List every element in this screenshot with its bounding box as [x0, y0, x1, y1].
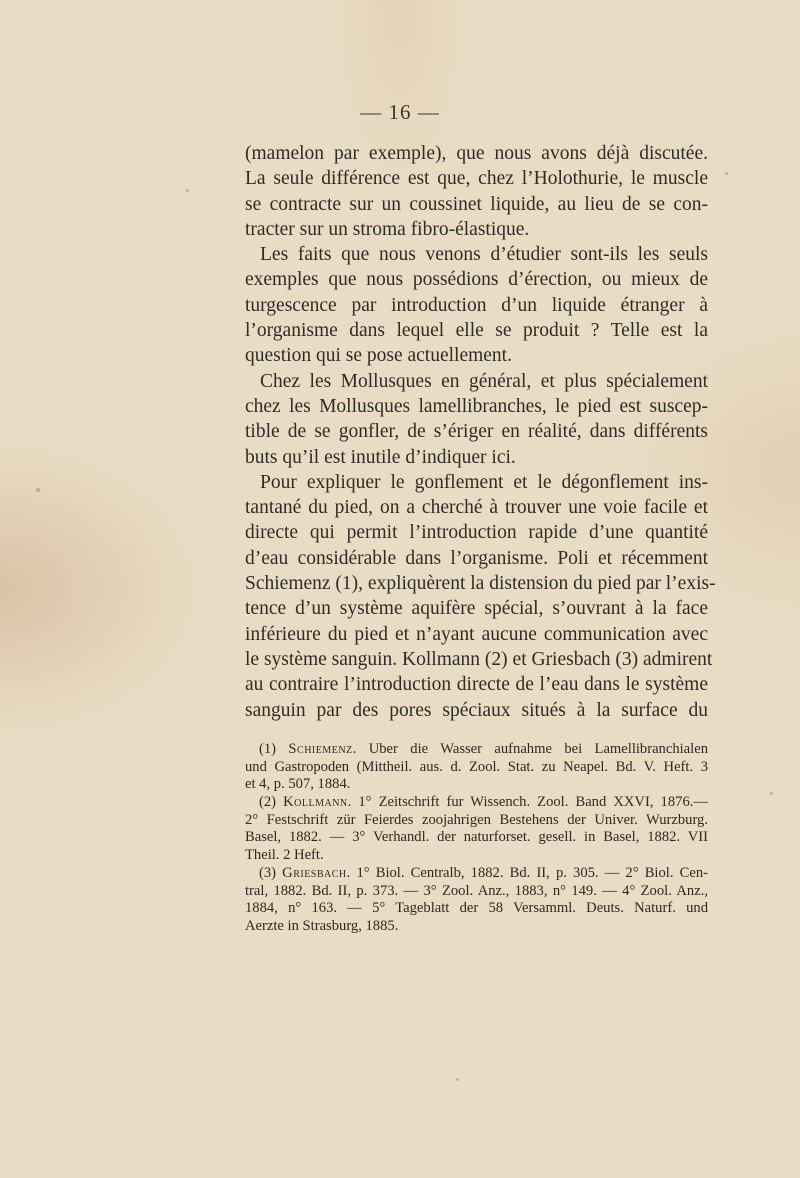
footnote-text: . 1° Zeitschrift fur Wissench. Zool. Band XXVI, 1876.—	[347, 794, 708, 811]
text-line: l’organisme dans lequel elle se produit ? Telle est la	[245, 320, 708, 342]
footnote-line: und Gastropoden (Mittheil. aus. d. Zool. Stat. zu Neapel. Bd. V. Heft. 3	[245, 758, 708, 775]
text-line: Chez les Mollusques en général, et plus spécialement	[260, 370, 708, 392]
footnote-text: . Uber die Wasser aufnahme bei Lamellibranchialen	[352, 741, 708, 757]
text-line: (mamelon par exemple), que nous avons déjà discutée.	[245, 143, 708, 164]
text-line: chez les Mollusques lamellibranches, le pied est suscep-	[245, 395, 708, 417]
paper-speck	[725, 172, 728, 175]
text-line: se contracte sur un coussinet liquide, au lieu de se con-	[245, 193, 708, 215]
footnote-1	[245, 741, 708, 794]
footnote-author: Schiemenz	[288, 741, 353, 757]
text-line: Schiemenz (1), expliquèrent la distension du pied par l’exis-	[245, 573, 716, 595]
footnote-author: Kollmann	[283, 794, 348, 811]
footnote-text: . 1° Biol. Centralb, 1882. Bd. II, p. 305. — 2° Biol. Cen-	[346, 864, 708, 881]
paper-speck	[456, 1078, 459, 1081]
text-line: tible de se gonfler, de s’ériger en réalité, dans différents	[245, 421, 708, 443]
paper-speck	[770, 792, 773, 795]
footnote-line	[245, 741, 708, 759]
main-text	[245, 141, 716, 723]
paper-speck	[36, 488, 40, 492]
footnote-line: Basel, 1882. — 3° Verhandl. der naturforset. gesell. in Basel, 1882. VII	[245, 829, 708, 846]
text-line: sanguin par des pores spéciaux situés à la surface du	[245, 699, 708, 721]
footnote-2	[245, 794, 708, 865]
page-number: — 16 —	[360, 100, 440, 124]
text-line: le système sanguin. Kollmann (2) et Griesbach (3) admirent	[245, 648, 713, 670]
footnote-line: 1884, n° 163. — 5° Tageblatt der 58 Versamml. Deuts. Naturf. und	[245, 900, 708, 917]
text-line: directe qui permit l’introduction rapide d’une quantité	[245, 522, 708, 544]
footnote-line	[245, 794, 708, 812]
text-line: au contraire l’introduction directe de l’eau dans le système	[245, 674, 708, 696]
text-line: turgescence par introduction d’un liquide étranger à	[245, 294, 708, 316]
text-line: question qui se pose actuellement.	[245, 345, 512, 367]
footnote-line: et 4, p. 507, 1884.	[245, 776, 351, 793]
footnote-line: 2° Festschrift zür Feierdes zoojahrigen Bestehens der Univer. Wurzburg.	[245, 811, 708, 828]
footnote-marker: (1)	[259, 741, 289, 757]
footnote-line: Theil. 2 Heft.	[245, 847, 324, 864]
text-line: inférieure du pied et n’ayant aucune communication avec	[245, 623, 708, 645]
footnote-marker: (2)	[259, 794, 284, 811]
text-line: d’eau considérable dans l’organisme. Poli et récemment	[245, 547, 708, 569]
footnote-author: Griesbach	[282, 864, 347, 881]
footnote-line: tral, 1882. Bd. II, p. 373. — 3° Zool. Anz., 1883, n° 149. — 4° Zool. Anz.,	[245, 882, 708, 899]
text-line: Pour expliquer le gonflement et le dégonflement ins-	[260, 471, 708, 493]
footnote-3	[245, 865, 708, 936]
paper-speck	[186, 189, 189, 192]
footnote-line	[245, 865, 708, 883]
text-line: La seule différence est que, chez l’Holothurie, le muscle	[245, 168, 708, 190]
text-line: Les faits que nous venons d’étudier sont-ils les seuls	[260, 244, 708, 266]
footnote-line: Aerzte in Strasburg, 1885.	[245, 917, 399, 934]
text-line: tence d’un système aquifère spécial, s’ouvrant à la face	[245, 598, 708, 620]
footnote-marker: (3)	[259, 864, 283, 881]
text-line: exemples que nous possédions d’érection, ou mieux de	[245, 269, 708, 291]
text-line: tantané du pied, on a cherché à trouver une voie facile et	[245, 497, 708, 519]
footnotes	[245, 741, 708, 936]
text-line: buts qu’il est inutile d’indiquer ici.	[245, 446, 516, 468]
text-line: tracter sur un stroma fibro-élastique.	[245, 218, 530, 240]
